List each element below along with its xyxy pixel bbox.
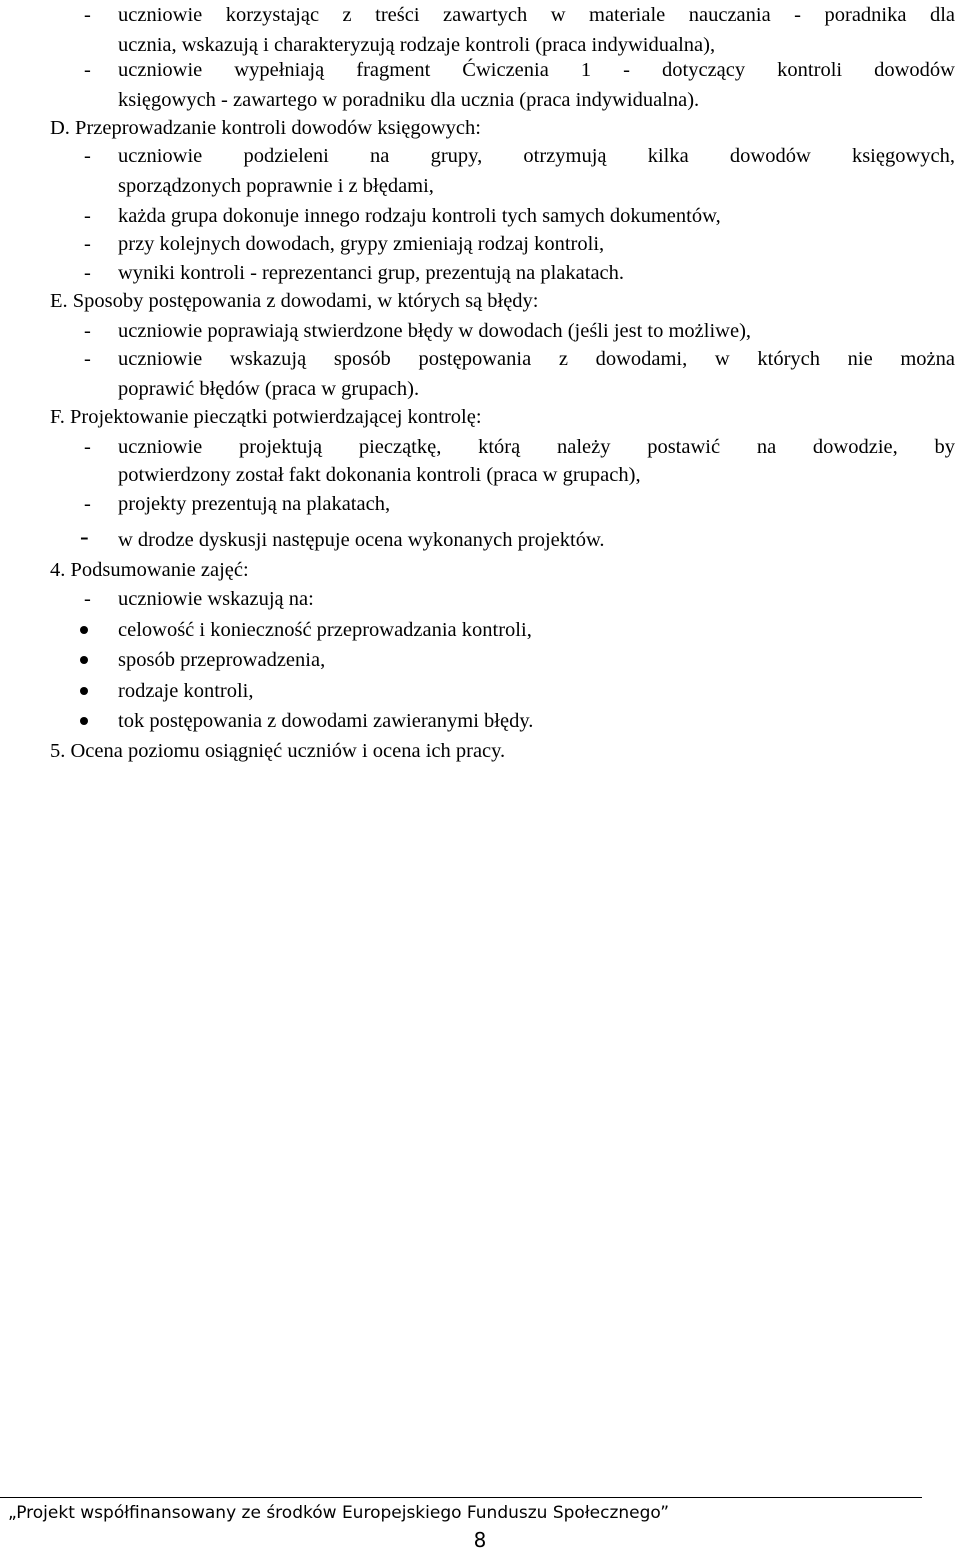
bullet-icon [80,687,88,695]
dash-marker: - [84,59,91,81]
list-item-text: uczniowie wypełniają fragment Ćwiczenia 1 - dotyczący kontroli dowodów [118,59,955,81]
list-item-text: przy kolejnych dowodach, grypy zmieniają rodzaj kontroli, [118,233,605,255]
document-line [50,522,955,555]
list-item-text: potwierdzony został fakt dokonania kontroli (praca w grupach), [118,464,641,486]
document-line [50,316,955,346]
document-line [50,460,955,490]
document-line [50,85,955,115]
document-line [50,258,955,288]
document-line [50,645,955,675]
list-item-text: uczniowie korzystając z treści zawartych w materiale nauczania - poradnika dla [118,4,955,26]
dash-marker: - [84,493,91,515]
document-line [50,676,955,706]
list-item-text: ucznia, wskazują i charakteryzują rodzaje kontroli (praca indywidualna), [118,34,716,56]
document-line [50,0,955,30]
list-item-text: uczniowie wskazują sposób postępowania z dowodami, w których nie można [118,348,955,370]
list-item-text: uczniowie podzieleni na grupy, otrzymują kilka dowodów księgowych, [118,145,955,167]
dash-marker: - [84,145,91,167]
dash-marker: - [84,348,91,370]
document-line [50,432,955,462]
document-line [50,171,955,201]
list-item-text: wyniki kontroli - reprezentanci grup, prezentują na plakatach. [118,262,625,284]
document-line [50,555,955,585]
section-heading: D. Przeprowadzanie kontroli dowodów księgowych: [50,117,481,139]
document-line [50,286,955,316]
document-line [50,615,955,645]
bullet-item-text: celowość i konieczność przeprowadzania kontroli, [118,619,532,641]
section-heading: E. Sposoby postępowania z dowodami, w których są błędy: [50,290,539,312]
document-line [50,706,955,736]
dash-marker: - [84,4,91,26]
list-item-text: projekty prezentują na plakatach, [118,493,391,515]
section-heading: F. Projektowanie pieczątki potwierdzającej kontrolę: [50,406,482,428]
document-line [50,201,955,231]
document-line [50,55,955,85]
page-number: 8 [473,1528,487,1552]
section-heading: 5. Ocena poziomu osiągnięć uczniów i ocena ich pracy. [50,740,506,762]
list-item-text: uczniowie projektują pieczątkę, którą należy postawić na dowodzie, by [118,436,955,458]
bullet-icon [80,626,88,634]
dash-marker: - [84,320,91,342]
list-item-text: sporządzonych poprawnie i z błędami, [118,175,434,197]
dash-marker: - [84,588,91,610]
bullet-item-text: sposób przeprowadzenia, [118,649,326,671]
list-item-text: uczniowie poprawiają stwierdzone błędy w dowodach (jeśli jest to możliwe), [118,320,752,342]
footer-divider [0,1497,922,1498]
document-line [50,736,955,766]
bullet-item-text: rodzaje kontroli, [118,680,254,702]
document-line [50,374,955,404]
list-item-text: księgowych - zawartego w poradniku dla ucznia (praca indywidualna). [118,89,700,111]
dash-marker: - [84,436,91,458]
list-item-text: w drodze dyskusji następuje ocena wykonanych projektów. [118,529,605,551]
list-item-text: każda grupa dokonuje innego rodzaju kontroli tych samych dokumentów, [118,205,721,227]
dash-marker: - [80,522,89,551]
bullet-icon [80,717,88,725]
dash-marker: - [84,205,91,227]
dash-marker: - [84,262,91,284]
bullet-icon [80,656,88,664]
footer-text: „Projekt współfinansowany ze środków Europejskiego Funduszu Społecznego” [8,1503,670,1523]
list-item-text: poprawić błędów (praca w grupach). [118,378,420,400]
list-item-text: uczniowie wskazują na: [118,588,314,610]
document-line [50,344,955,374]
document-line [50,229,955,259]
dash-marker: - [84,233,91,255]
document-line [50,489,955,519]
document-line [50,584,955,614]
document-line [50,402,955,432]
document-line [50,113,955,143]
bullet-item-text: tok postępowania z dowodami zawieranymi błędy. [118,710,534,732]
document-line [50,141,955,171]
section-heading: 4. Podsumowanie zajęć: [50,559,249,581]
